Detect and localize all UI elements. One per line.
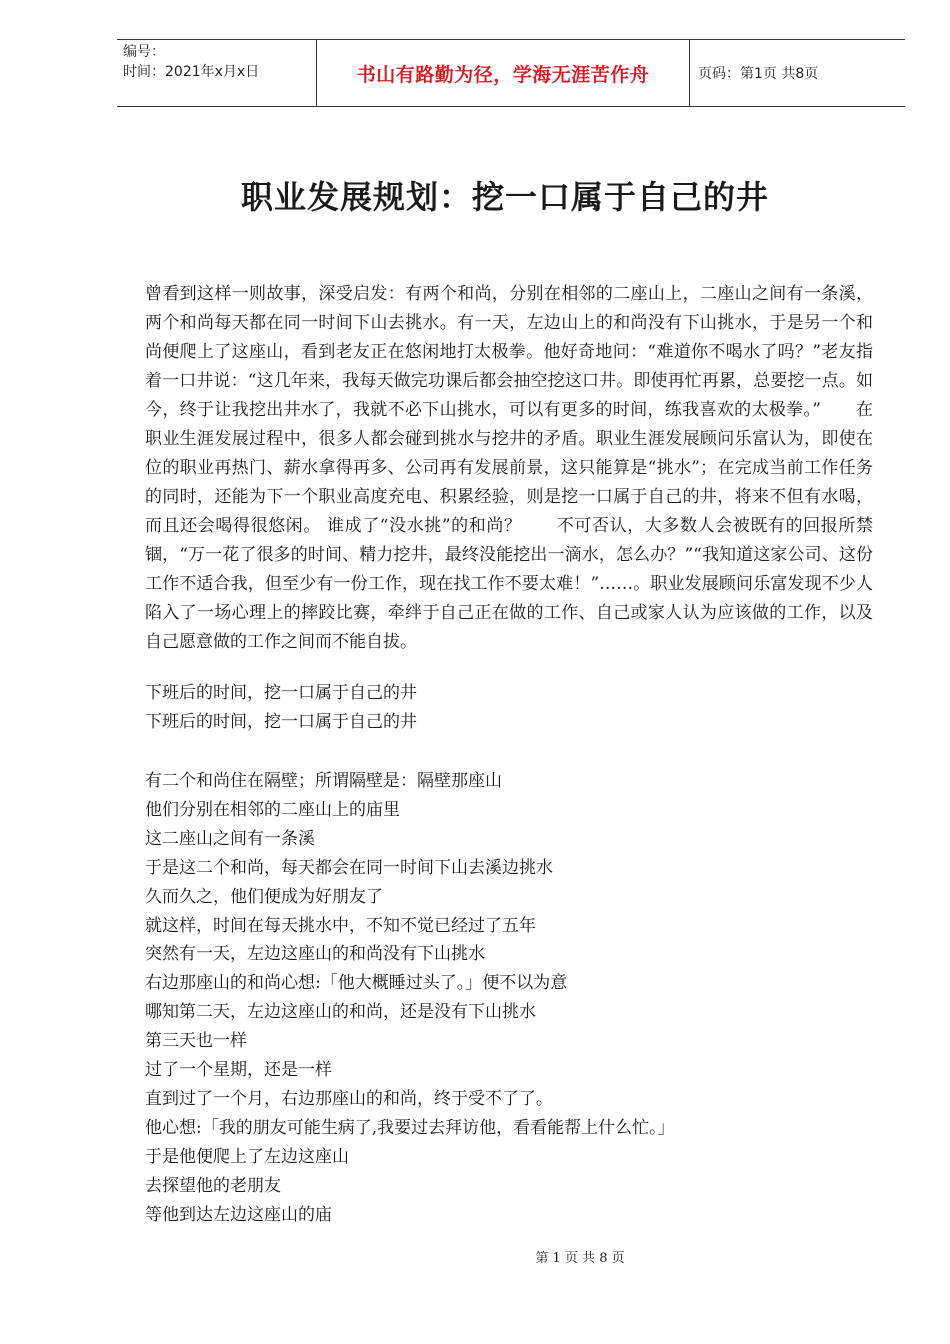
header-motto: 书山有路勤为径，学海无涯苦作舟 [316,40,690,106]
story-line: 直到过了一个月，右边那座山的和尚，终于受不了了。 [145,1088,553,1109]
document-title: 职业发展规划：挖一口属于自己的井 [240,178,769,216]
story-line: 久而久之，他们便成为好朋友了 [145,886,383,907]
story-line: 右边那座山的和尚心想:「他大概睡过头了。」便不以为意 [145,973,568,994]
subheading: 下班后的时间，挖一口属于自己的井 [145,683,417,703]
story-line: 有二个和尚住在隔壁；所谓隔壁是：隔壁那座山 [145,771,502,791]
story-line: 等他到达左边这座山的庙 [145,1204,332,1225]
story-line: 他心想:「我的朋友可能生病了,我要过去拜访他，看看能帮上什么忙。」 [145,1117,675,1138]
story-line: 于是他便爬上了左边这座山 [145,1146,349,1167]
subheading: 下班后的时间，挖一口属于自己的井 [145,711,417,732]
number-label: 编号： [123,44,165,60]
header-page-info: 页码：第1页 共8页 [698,66,819,82]
story-line: 第三天也一样 [145,1031,247,1052]
story-line: 过了一个星期，还是一样 [145,1060,332,1081]
story-line: 突然有一天，左边这座山的和尚没有下山挑水 [145,944,485,965]
page-footer: 第 1 页 共 8 页 [535,1251,625,1266]
story-line: 于是这二个和尚，每天都会在同一时间下山去溪边挑水 [145,857,553,878]
story-line: 去探望他的老朋友 [145,1175,281,1196]
story-line: 他们分别在相邻的二座山上的庙里 [145,799,400,820]
intro-paragraph: 曾看到这样一则故事，深受启发：有两个和尚，分别在相邻的二座山上，二座山之间有一条溪，两个和尚每天都在同一时间下山去挑水。有一天，左边山上的和尚没有下山挑水，于是另一个和尚便爬上了这座山，看到老友正在悠闲地打太极拳。他好奇地问：“难道你不喝水了吗？”老友指着一口井说：“这几年来，我每天做完功课后都会抽空挖这口井。即使再忙再累，总要挖一点。如今，终于让我挖出井水了，我就不必下山挑水，可以有更多的时间，练我喜欢的太极拳。” 在职业生涯发展过程中，很多人都会碰到挑水与挖井的矛盾。职业生涯发展顾问乐富认为，即使在位的职业再热门、薪水拿得再多、公司再有发展前景，这只能算是“挑水”；在完成当前工作任务的同时，还能为下一个职业高度充电、积累经验，则是挖一口属于自己的井，将来不但有水喝，而且还会喝得很悠闲。 谁成了“没水挑”的和尚？ 不可否认，大多数人会被既有的回报所禁锢，“万一花了很多的时间、精力挖井，最终没能挖出一滴水，怎么办？”“我知道这家公司、这份工作不适合我，但至少有一份工作，现在找工作不要太难！”……。职业发展顾问乐富发现不少人陷入了一场心理上的摔跤比赛，牵绊于自己正在做的工作、自己或家人认为应该做的工作，以及自己愿意做的工作之间而不能自拔。 [145,284,873,652]
time-label: 时间：2021年x月x日 [123,64,260,80]
subheading-group [145,679,417,737]
story-line: 就这样，时间在每天挑水中，不知不觉已经过了五年 [145,915,536,936]
story-lines [145,767,675,1230]
story-line: 这二座山之间有一条溪 [145,828,315,849]
header-meta [117,40,316,106]
page-header [117,39,905,107]
story-line: 哪知第二天，左边这座山的和尚，还是没有下山挑水 [145,1002,536,1023]
